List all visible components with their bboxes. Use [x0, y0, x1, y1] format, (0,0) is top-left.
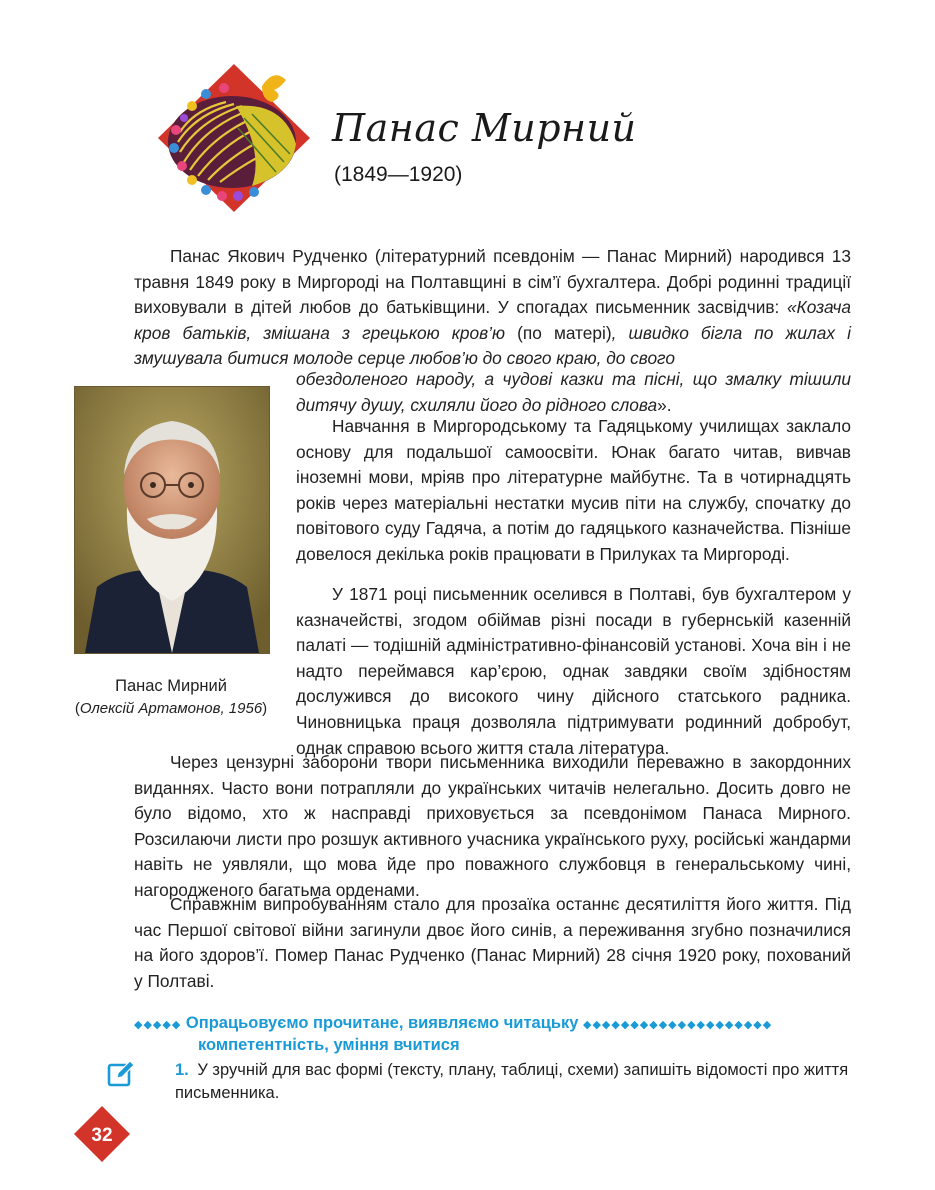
- intro-quote-a: «Козача кров батьків, змішана з грецькою кров’ю: [134, 297, 851, 343]
- caption-paren-close: ): [262, 700, 268, 717]
- task-number: 1.: [175, 1061, 189, 1079]
- intro-quote-paren: (по матері): [504, 322, 612, 343]
- task-text: У зручній для вас формі (тексту, плану, таблиці, схеми) запишіть відомості про життя письменника.: [175, 1061, 849, 1102]
- portrait-caption-name: Панас Мирний: [115, 677, 227, 695]
- ornamental-emblem-icon: [134, 62, 334, 214]
- paragraph-censorship: Через цензурні заборони твори письменника виходили переважно в закордонних виданнях. Часто вони потрапляли до українських читачів нелегально. Досить довго не було відомо, хто ж насправді приховується за псевдонімом Панаса Мирного. Розсилаючи листи про розшук активного учасника українського руху, російські жандарми навіть не уявляли, що мова йде про поважного службовця в генеральському чині, нагородженого багатьма орденами.: [134, 752, 851, 900]
- paragraph-final-years: Справжнім випробуванням стало для прозаїка останнє десятиліття його життя. Під час Першої світової війни загинули двоє його синів, а переживання згубно позначилися на його здоров’ї. Помер Панас Рудченко (Панас Мирний) 28 січня 1920 року, похований у Полтаві.: [134, 894, 851, 991]
- portrait-image: [74, 386, 270, 654]
- tasks-heading-line2: компетентність, уміння вчитися: [198, 1036, 460, 1054]
- paragraph-intro-continued: [296, 367, 851, 418]
- dots-right-decoration: ◆◆◆◆◆◆◆◆◆◆◆◆◆◆◆◆◆◆◆◆: [583, 1019, 773, 1031]
- intro-quote-end: ».: [657, 394, 672, 415]
- edit-pencil-icon: [106, 1059, 136, 1089]
- portrait-caption-author: [64, 700, 278, 717]
- paragraph-intro: [134, 244, 851, 372]
- paragraph-career: У 1871 році письменник оселився в Полтаві, був бухгалтером у казначействі, згодом обіймав різні посади в губернській казенній палаті — тодішній адміністративно-фінансовій установі. Хоча він і не надто переймався кар’єрою, однак завдяки своїм здібностям дослужився до високого чину дійсного статського радника. Чиновницька праця дозволяла підтримувати родинний добробут, однак справою всього життя стала література.: [296, 584, 851, 758]
- life-years: (1849—1920): [334, 163, 463, 186]
- page-number: 32: [91, 1125, 113, 1146]
- intro-quote-b: , швидко бігла по жилах і змушувала битися молоде серце любов’ю до свого краю, до свого: [134, 322, 851, 369]
- caption-paren-open: (: [74, 700, 80, 717]
- dots-left-decoration: ◆◆◆◆◆: [134, 1019, 182, 1031]
- tasks-heading-line1: Опрацьовуємо прочитане, виявляємо читацьку: [185, 1014, 579, 1032]
- intro-text: Панас Якович Рудченко (літературний псевдонім — Панас Мирний) народився 13 травня 1849 року в Миргороді на Полтавщині в сім’ї бухгалтера. Добрі родинні традиції виховували в дітей любов до батьківщини. У спогадах письменник засвідчив:: [134, 246, 851, 318]
- task-item-1: [175, 1059, 851, 1105]
- paragraph-education: Навчання в Миргородському та Гадяцькому училищах заклало основу для подальшої самоосвіти. Юнак багато читав, вивчав іноземні мови, мріяв про літературне майбутнє. Та в чотирнадцять років через матеріальні нестатки мусив піти на службу, спочатку до повітового суду Гадяча, а потім до гадяцького казначейства. Пізніше довелося декілька років працювати в Прилуках та Миргороді.: [296, 416, 851, 564]
- intro-quote-continued: обездоленого народу, а чудові казки та пісні, що змалку тішили дитячу душу, схиляли його до рідного слова: [296, 369, 851, 415]
- page-title: Панас Мирний: [332, 106, 637, 150]
- tasks-heading: [134, 1013, 850, 1055]
- caption-author-text: Олексій Артамонов, 1956: [79, 700, 263, 717]
- portrait-drawing: [75, 387, 269, 653]
- page-number-badge: [73, 1105, 131, 1163]
